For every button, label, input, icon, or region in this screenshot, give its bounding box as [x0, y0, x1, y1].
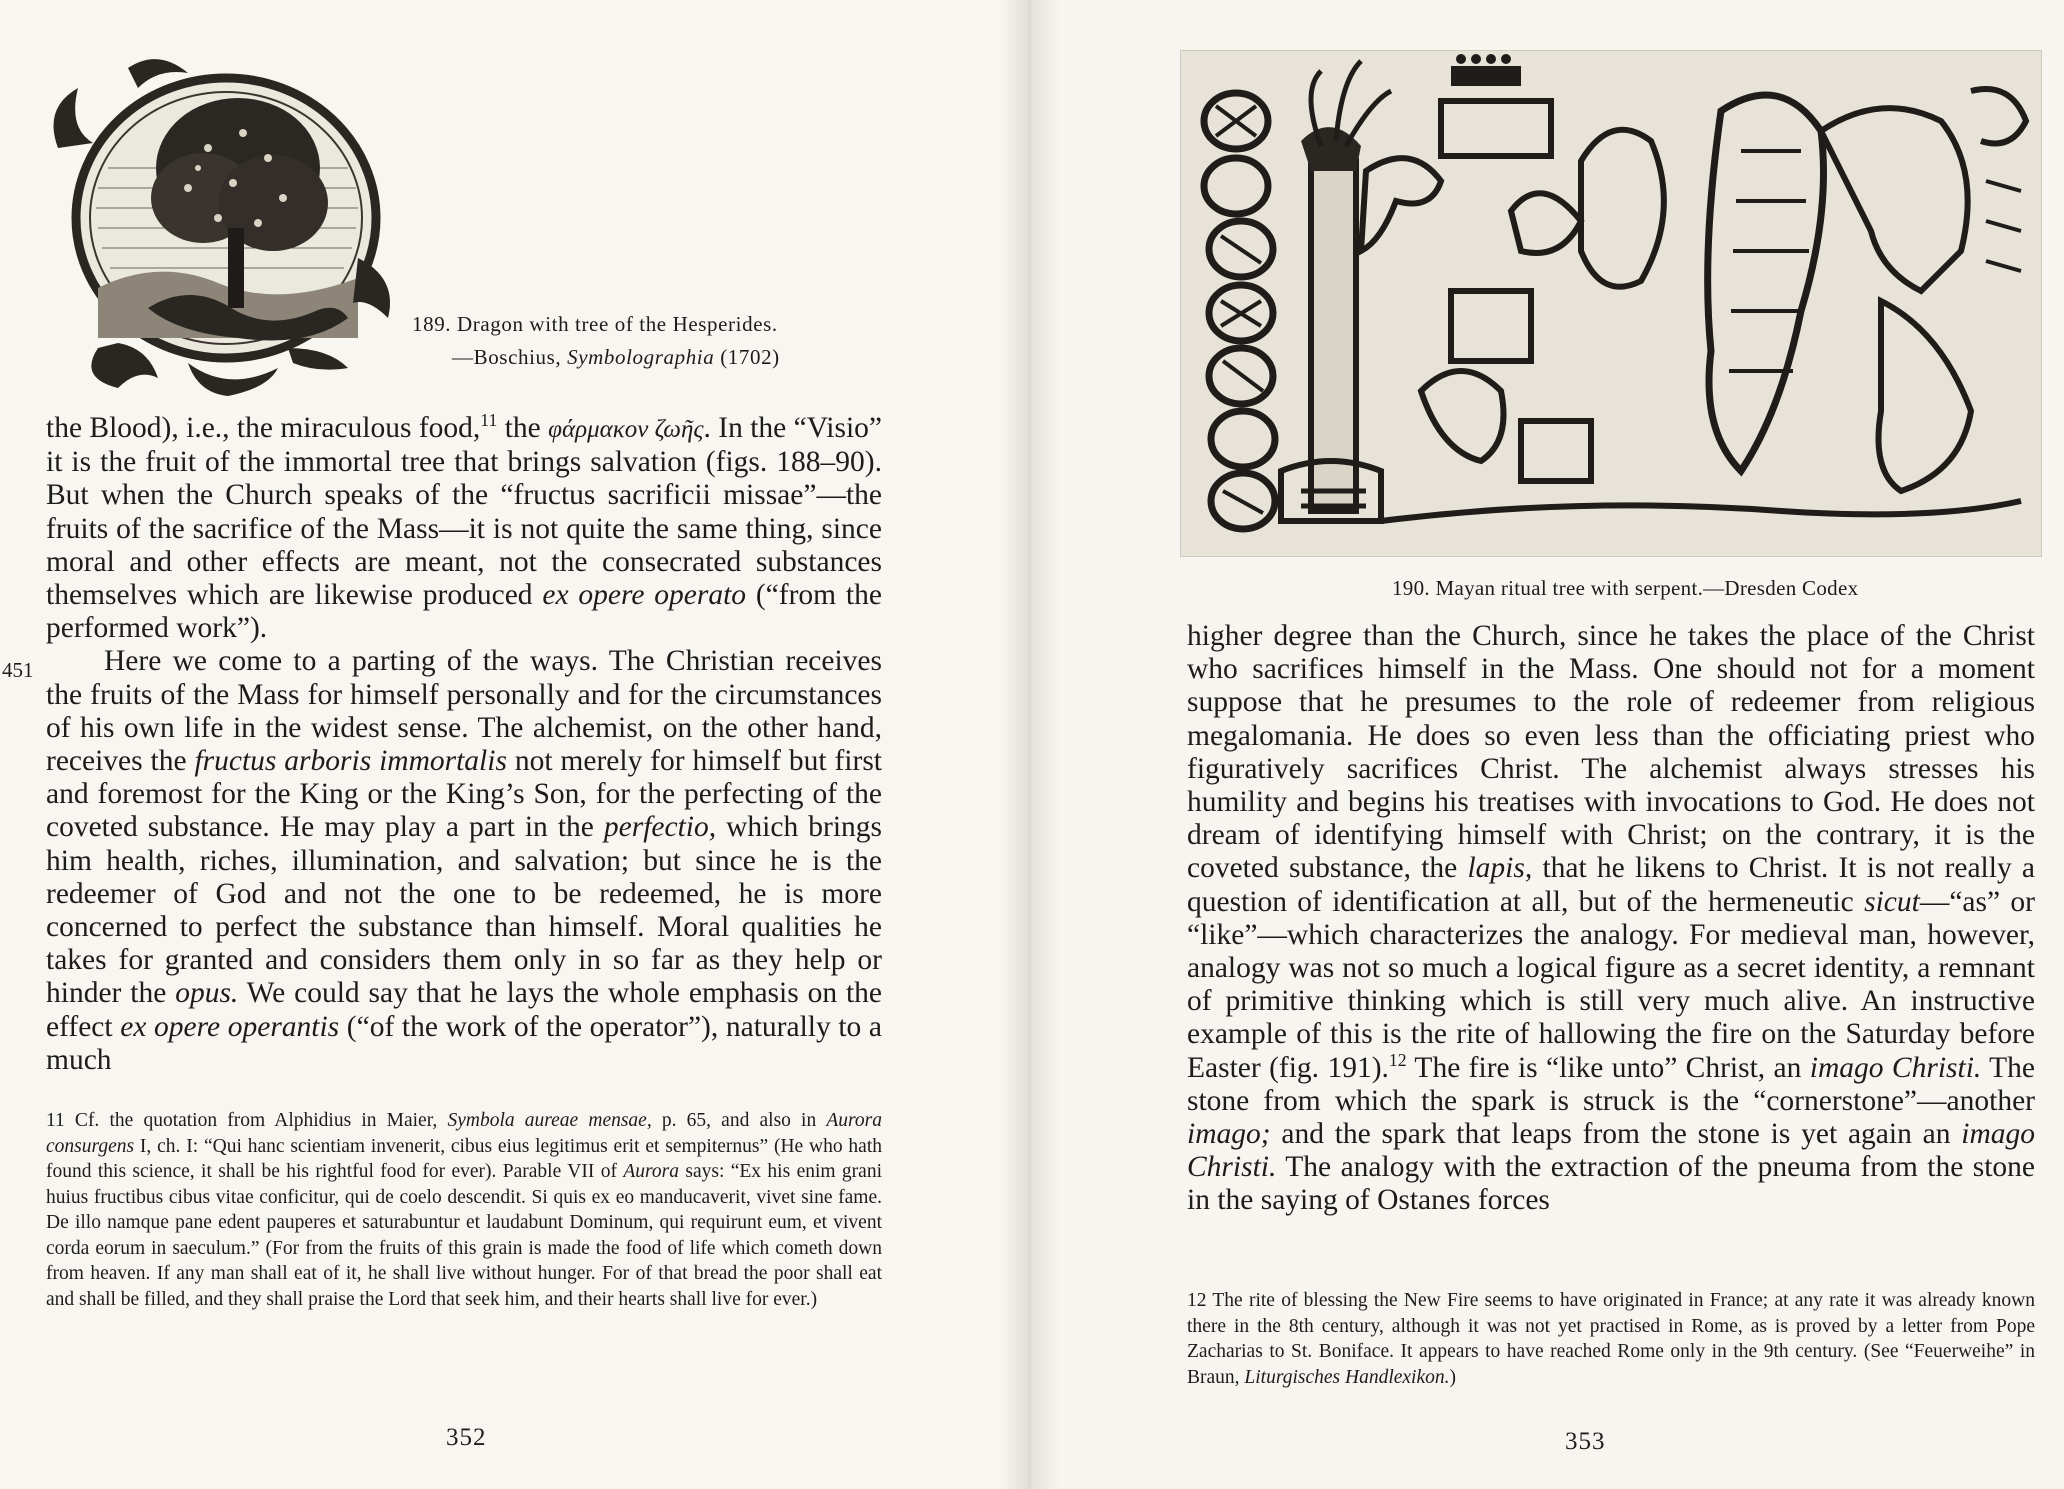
text-run: and the spark that leaps from the stone is yet again an — [1270, 1118, 1962, 1151]
paragraph-margin-number: 451 — [2, 658, 34, 682]
text-run: Cf. the quotation from Alphidius in Maier, — [64, 1110, 448, 1131]
text-run: that he likens to Christ. It is not really a question of identification at all, but of the hermeneutic — [1187, 852, 2036, 918]
italic-run: sicut — [1864, 885, 1920, 918]
italic-run: opus. — [175, 977, 239, 1010]
book-gutter-shadow — [1000, 0, 1060, 1489]
italic-run: Aurora — [623, 1161, 679, 1182]
footnote-number: 12 — [1187, 1290, 1207, 1311]
caption-source: —Boschius, — [452, 345, 568, 369]
caption-book-title: Symbolographia — [567, 345, 715, 369]
greek-phrase: φάρμακον ζωῆς — [548, 416, 704, 443]
mayan-codex-image — [1181, 51, 2041, 556]
page-number-352: 352 — [446, 1424, 487, 1451]
text-run: says: “Ex his enim grani huius fructibus cibus vitae conficitur, qui de coelo descendit. Si quis ex eo manducaverit, vivet sine fame. De illo namque pane edent pauperes et saturabuntur et laudabunt Dominum, qui requirunt eum, et vivent corda eorum in saeculum.” (For from the fruits of this grain is made the food of life which cometh down from heaven. If any man shall eat of it, he shall live without hunger. For of that bread the poor shall eat and shall be filled, and they shall praise the Lord that seek him, and their hearts shall live for ever.) — [46, 1161, 882, 1310]
left-page — [0, 0, 1027, 1489]
italic-run: imago; — [1187, 1118, 1271, 1151]
dragon-tree-illustration — [38, 48, 408, 400]
italic-run: ex opere operato — [542, 579, 747, 612]
text-run: the — [497, 412, 549, 444]
text-run: The rite of blessing the New Fire seems to have originated in France; at any rate it was already known there in the 8th century, although it was not yet practised in Rome, as is proved by a letter from Pope Zacharias to St. Boniface. It appears to have reached Rome only in the 9th century. (See “Feuerweihe” in Braun, — [1187, 1290, 2035, 1388]
figure-189-caption — [412, 308, 852, 374]
text-run: The fire is “like unto” Christ, an — [1406, 1051, 1810, 1084]
text-run: The stone from which the spark is struck is the “cornerstone”—another — [1187, 1051, 2035, 1117]
text-run: Here we come to a parting of the ways. The Christian receives the fruits of the Mass for himself personally and for the circumstances of his own life in the widest sense. The alchemist, on the other hand, receives the — [46, 645, 882, 778]
right-paragraph-1 — [1187, 620, 2035, 1218]
figure-190-caption: 190. Mayan ritual tree with serpent.—Dresden Codex — [1392, 576, 1859, 600]
italic-run: Liturgisches Handlexikon. — [1244, 1366, 1450, 1388]
right-body-text — [1187, 620, 2035, 1218]
left-paragraph-2 — [46, 645, 882, 1077]
footnote-ref-11: 11 — [480, 410, 498, 431]
italic-run: Aurora consurgens — [46, 1110, 883, 1157]
text-run: (“of the work of the operator”), naturally to a much — [46, 1010, 882, 1076]
italic-run: imago Christi. — [1809, 1051, 1982, 1084]
figure-189-caption-line1: 189. Dragon with tree of the Hesperides. — [412, 312, 778, 336]
text-run: We could say that he lays the whole emphasis on the effect — [46, 977, 883, 1043]
left-body-text — [46, 412, 882, 1077]
footnote-number: 11 — [46, 1110, 65, 1131]
text-run: higher degree than the Church, since he takes the place of the Christ who sacrifices himself in the Mass. One should not for a moment suppose that he presumes to the role of redeemer from religious megalomania. He does so even less than the officiating priest who figuratively sacrifices Christ. The alchemist always stresses his humility and begins his treatises with invocations to God. He does not dream of identifying himself with Christ; on the contrary, it is the coveted substance, the — [1187, 620, 2035, 885]
italic-run: imago Christi. — [1187, 1118, 2035, 1184]
italic-run: Symbola aureae mensae, — [447, 1110, 652, 1131]
text-run: The analogy with the extraction of the pneuma from the stone in the saying of Ostanes forces — [1187, 1151, 2035, 1217]
text-run: (“from the performed work”). — [46, 579, 882, 645]
italic-run: ex opere operantis — [120, 1010, 340, 1043]
footnote-12-text — [1187, 1288, 2035, 1390]
page-number-353: 353 — [1565, 1428, 1606, 1455]
footnote-11-text — [46, 1108, 882, 1312]
figure-189-caption-line2 — [412, 341, 852, 374]
mayan-codex-illustration — [1180, 50, 2042, 557]
text-run: the Blood), i.e., the miraculous food, — [46, 412, 481, 444]
caption-date: (1702) — [714, 345, 780, 369]
footnote-12 — [1187, 1288, 2035, 1390]
italic-run: lapis, — [1467, 852, 1533, 885]
footnote-ref-12: 12 — [1388, 1049, 1407, 1070]
left-paragraph-1 — [46, 412, 882, 645]
right-page — [1027, 0, 2064, 1489]
dragon-tree-image — [38, 48, 408, 400]
text-run: . In the “Visio” it is the fruit of the immortal tree that brings salvation (figs. 188–90). But when the Church speaks of the “fructus sacrificii missae”—the fruits of the sacrifice of the Mass—it is not quite the same thing, since moral and other effects are meant, not the consecrated substances themselves which are likewise produced — [46, 412, 882, 612]
text-run: I, ch. I: “Qui hanc scientiam invenerit, cibus eius legitimus erit et sempiternus” (He who hath found this science, it shall be his rightful food for ever). Parable VII of — [46, 1135, 882, 1182]
text-run: —“as” or “like”—which characterizes the analogy. For medieval man, however, analogy was not so much a logical figure as a secret identity, a remnant of primitive thinking which is still very much alive. An instructive example of this is the rite of hallowing the fire on the Saturday before Easter (fig. 191). — [1187, 885, 2035, 1084]
italic-run: fructus arboris immortalis — [194, 745, 507, 778]
text-run: not merely for himself but first and foremost for the King or the King’s Son, for the perfecting of the coveted substance. He may play a part in the — [46, 745, 882, 844]
text-run: ) — [1449, 1366, 1456, 1388]
text-run: which brings him health, riches, illumination, and salvation; but since he is the redeemer of God and not the one to be redeemed, he is more concerned to perfect the substance than himself. Moral qualities he takes for granted and considers them only in so far as they help or hinder the — [46, 811, 882, 1010]
footnote-11 — [46, 1108, 882, 1312]
italic-run: perfectio, — [603, 811, 717, 844]
text-run: p. 65, and also in — [651, 1110, 827, 1131]
